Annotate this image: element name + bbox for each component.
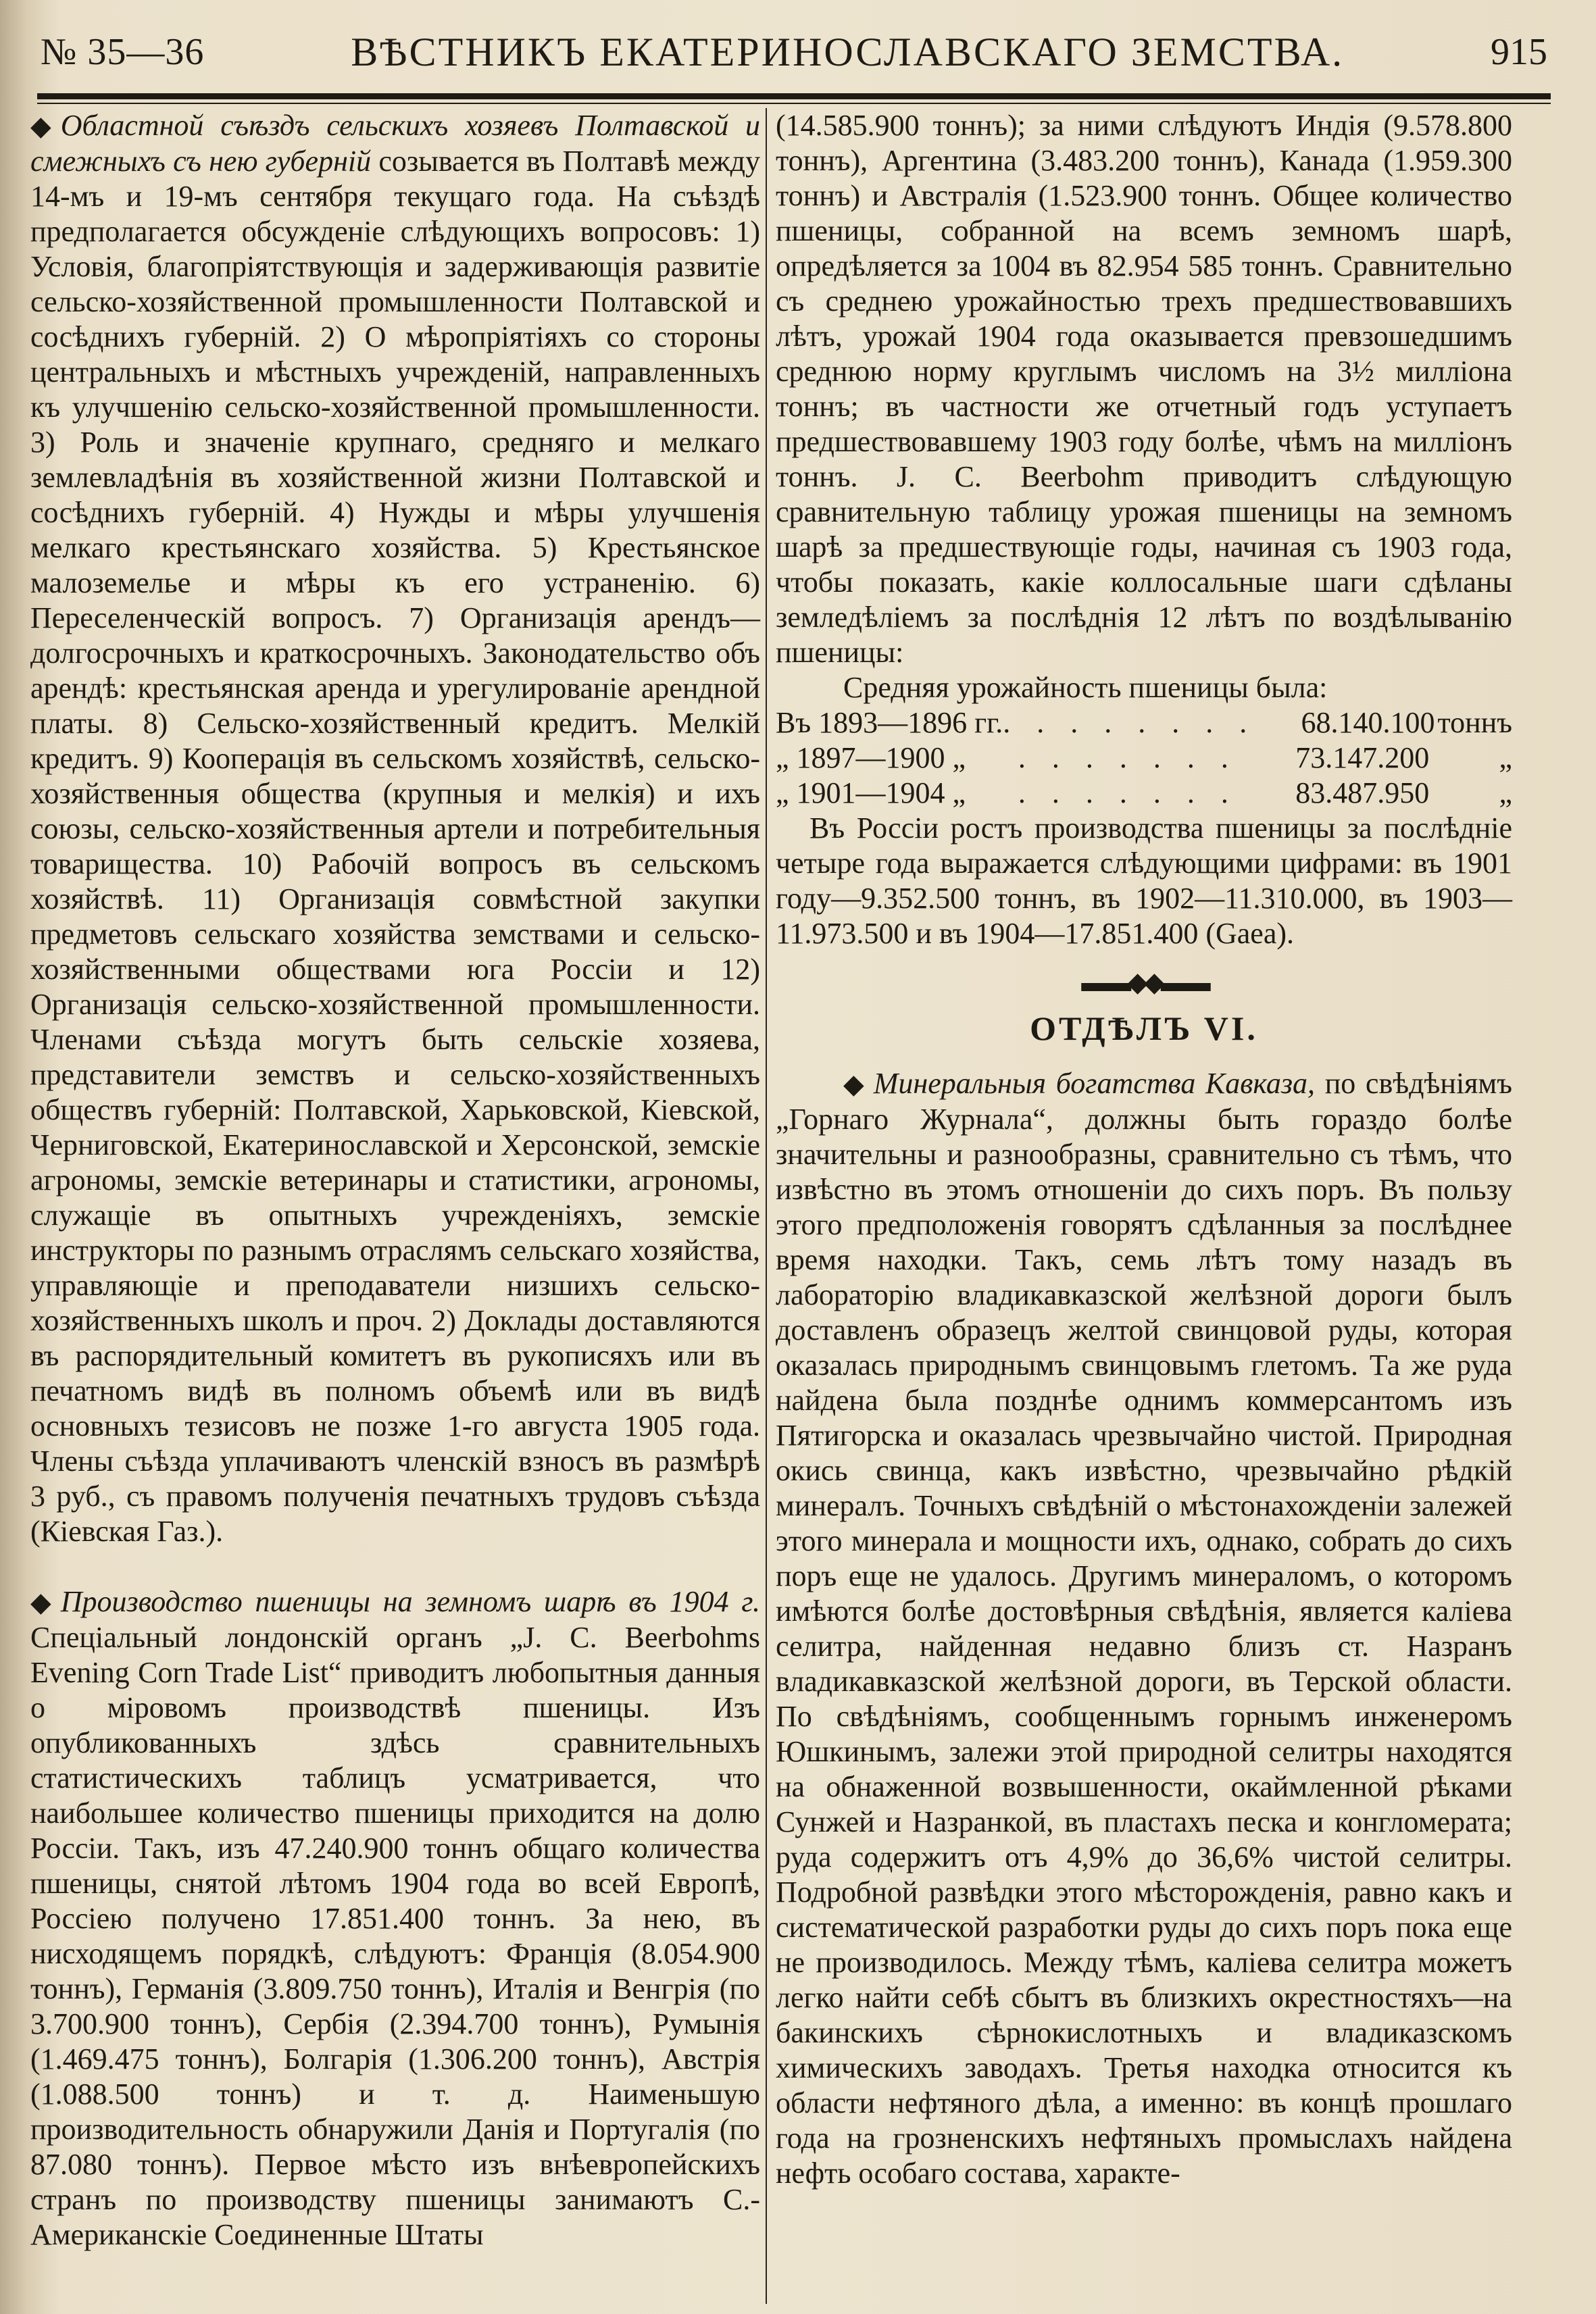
yield-table-caption: Средняя урожайность пшеницы была: — [843, 671, 1328, 704]
header-rule-thin — [37, 103, 1551, 104]
yield-period: Въ 1893—1896 гг. — [776, 706, 1003, 739]
yield-unit: „ — [1499, 741, 1512, 774]
ornament-separator: ▬▬◆◆▬▬ — [1081, 967, 1207, 997]
leader-dots: . . . . . . . — [1018, 776, 1238, 809]
diamond-bullet-icon: ◆ — [30, 1587, 51, 1617]
issue-number: № 35—36 — [41, 31, 205, 73]
page-number: 915 — [1491, 31, 1547, 73]
article-minerals — [776, 1066, 1512, 2191]
article-title: Производство пшеницы на земномъ шарѣ въ 1904 г. — [60, 1585, 760, 1618]
left-column — [30, 108, 760, 2300]
diamond-bullet-icon: ◆ — [843, 1069, 864, 1099]
yield-row — [776, 776, 1512, 811]
yield-unit: тоннъ — [1437, 706, 1512, 739]
yield-value: 83.487.950 — [1295, 776, 1430, 809]
diamond-bullet-icon: ◆ — [30, 111, 51, 141]
yield-period: „ 1901—1904 „ — [776, 776, 966, 809]
yield-period: „ 1897—1900 „ — [776, 741, 966, 774]
article-congress — [30, 108, 760, 1549]
article-wheat — [30, 1584, 760, 2253]
yield-table — [776, 670, 1512, 811]
article-body: по свѣдѣніямъ „Горнаго Журнала“, должны быть гораздо болѣе значительны и разнообразны, сравнительно съ тѣмъ, что извѣстно въ этомъ отношеніи до сихъ поръ. Въ пользу этого предположенія говорятъ сдѣланныя за послѣднее время находки. Такъ, семь лѣтъ тому назадъ въ лабораторію владикавказской желѣзной дороги былъ доставленъ образецъ желтой свинцовой руды, которая оказалась природнымъ свинцовымъ глетомъ. Та же руда найдена была позднѣе однимъ коммерсантомъ изъ Пятигорска и оказалась чрезвычайно чистой. Природная окись свинца, какъ извѣстно, чрезвычайно рѣдкій минералъ. Точныхъ свѣдѣній о мѣстонахожденіи залежей этого минерала и мощности ихъ, однако, собрать до сихъ поръ еще не удалось. Другимъ минераломъ, о которомъ имѣются болѣе достовѣрныя свѣдѣнія, является каліева селитра, найденная недавно близъ ст. Назранъ владикавказской желѣзной дороги, въ Терской области. По свѣдѣніямъ, сообщеннымъ горнымъ инженеромъ Юшкинымъ, залежи этой природной селитры находятся на обнаженной возвышенности, окаймленной рѣками Сунжей и Назранкой, въ пластахъ песка и конгломерата; руда содержитъ отъ 4,9% до 36,6% чистой селитры. Подробной развѣдки этого мѣсторожденія, равно какъ и систематической разработки руды до сихъ поръ пока еще не производилось. Между тѣмъ, каліева селитра можетъ легко найти себѣ сбытъ въ близкихъ окрестностяхъ—на бакинскихъ сѣрнокислотныхъ и владиказскомъ химическихъ заводахъ. Третья находка относится къ области нефтяного дѣла, а именно: въ концѣ прошлаго года на грозненскихъ нефтяныхъ промыслахъ найдена нефть особаго состава, характе- — [776, 1067, 1512, 2190]
russia-growth-text: Въ Россіи ростъ производства пшеницы за послѣдніе четыре года выражается слѣдующими цифрами: въ 1901 году—9.352.500 тоннъ, въ 1902—11.310.000, въ 1903—11.973.500 и въ 1904—17.851.400 (Gaea). — [776, 811, 1512, 950]
wheat-continuation: (14.585.900 тоннъ); за ними слѣдуютъ Индія (9.578.800 тоннъ), Аргентина (3.483.200 тоннъ), Канада (1.959.300 тоннъ) и Австралія (1.523.900 тоннъ. Общее количество пшеницы, собранной на всемъ земномъ шарѣ, опредѣляется за 1004 въ 82.954 585 тоннъ. Сравнительно съ среднею урожайностью трехъ предшествовавшихъ лѣтъ, урожай 1904 года оказывается превзошедшимъ среднюю норму круглымъ числомъ на 3½ милліона тоннъ; въ частности же отчетный годъ уступаетъ предшествовавшему 1903 году болѣе, чѣмъ на милліонъ тоннъ. J. C. Beerbohm приводитъ слѣдующую сравнительную таблицу урожая пшеницы на земномъ шарѣ за предшествующіе годы, начиная съ 1903 года, чтобы показать, какіе коллосальные шаги сдѣланы земледѣлiемъ за послѣднія 12 лѣтъ по воздѣлыванію пшеницы: — [776, 109, 1512, 669]
section-heading: ОТДѢЛЪ VI. — [1030, 1009, 1258, 1047]
yield-value: 73.147.200 — [1295, 741, 1430, 774]
page-header — [41, 15, 1547, 89]
leader-dots: . . . . . . . . — [1003, 706, 1257, 739]
journal-title: ВѢСТНИКЪ ЕКАТЕРИНОСЛАВСКАГО ЗЕМСТВА. — [351, 29, 1345, 74]
article-title: Минеральныя богатства Кавказа, — [873, 1067, 1315, 1100]
yield-row — [776, 705, 1512, 740]
article-title: Областной съѣздъ сельскихъ хозяевъ Полтавской и смежныхъ съ нею губерній — [30, 109, 760, 178]
article-body: Спеціальный лондонскій органъ „J. C. Beerbohms Evening Corn Trade List“ приводитъ любопытныя данныя о міровомъ производствѣ пшеницы. Изъ опубликованныхъ здѣсь сравнительныхъ статистическихъ таблицъ усматривается, что наибольшее количество пшеницы приходится на долю Россіи. Такъ, изъ 47.240.900 тоннъ общаго количества пшеницы, снятой лѣтомъ 1904 года во всей Европѣ, Россіею получено 17.851.400 тоннъ. За нею, въ нисходящемъ порядкѣ, слѣдуютъ: Франція (8.054.900 тоннъ), Германія (3.809.750 тоннъ), Италія и Венгрія (по 3.700.900 тоннъ), Сербія (2.394.700 тоннъ), Румынія (1.469.475 тоннъ), Болгарія (1.306.200 тоннъ), Австрія (1.088.500 тоннъ) и т. д. Наименьшую производительность обнаружили Данія и Португалія (по 87.080 тоннъ). Первое мѣсто изъ внѣевропейскихъ странъ по производству пшеницы занимаютъ С.-Американскіе Соединенные Штаты — [30, 1621, 760, 2251]
column-divider — [766, 108, 767, 2304]
header-rule — [37, 93, 1551, 99]
right-column — [776, 108, 1512, 2300]
article-body: созывается въ Полтавѣ между 14-мъ и 19-мъ сентября текущаго года. На съѣздѣ предполагается обсужденіе слѣдующихъ вопросовъ: 1) Условія, благопріятствующія и задерживающія развитіе сельско-хозяйственной промышленности Полтавской и сосѣднихъ губерній. 2) О мѣропріятіяхъ со стороны центральныхъ и мѣстныхъ учрежденій, направленныхъ къ улучшенію сельско-хозяйственной промышленности. 3) Роль и значеніе крупнаго, средняго и мелкаго землевладѣнія въ хозяйственной жизни Полтавской и сосѣднихъ губерній. 4) Нужды и мѣры улучшенія мелкаго крестьянскаго хозяйства. 5) Крестьянское малоземелье и мѣры къ его устраненію. 6) Переселенческій вопросъ. 7) Организація арендъ—долгосрочныхъ и краткосрочныхъ. Законодательство объ арендѣ: крестьянская аренда и урегулированіе арендной платы. 8) Сельско-хозяйственный кредитъ. Мелкій кредитъ. 9) Кооперація въ сельскомъ хозяйствѣ, сельско-хозяйственныя общества (крупныя и мелкія) и ихъ союзы, сельско-хозяйственныя артели и потребительныя товарищества. 10) Рабочій вопросъ въ сельскомъ хозяйствѣ. 11) Организація совмѣстной закупки предметовъ сельскаго хозяйства земствами и сельско-хозяйственными обществами юга Россіи и 12) Организація сельско-хозяйственной промышленности. Членами съѣзда могутъ быть сельскіе хозяева, представители земствъ и сельско-хозяйственныхъ обществъ губерній: Полтавской, Харьковской, Кіевской, Черниговской, Екатеринославской и Херсонской, земскіе агрономы, земскіе ветеринары и статистики, агрономы, служащіе въ опытныхъ учрежденіяхъ, земскіе инструкторы по разнымъ отраслямъ сельскаго хозяйства, управляющіе и преподаватели низшихъ сельско-хозяйственныхъ школъ и проч. 2) Доклады доставляются въ распорядительный комитетъ въ рукописяхъ или въ печатномъ видѣ въ полномъ объемѣ или въ видѣ основныхъ тезисовъ не позже 1-го августа 1905 года. Члены съѣзда уплачиваютъ членскій взносъ въ размѣрѣ 3 руб., съ правомъ полученія печатныхъ трудовъ съѣзда (Кіевская Газ.). — [30, 145, 761, 1548]
yield-value: 68.140.100 — [1301, 706, 1435, 739]
yield-unit: „ — [1499, 776, 1512, 809]
leader-dots: . . . . . . . — [1018, 741, 1238, 774]
yield-row — [776, 740, 1512, 776]
